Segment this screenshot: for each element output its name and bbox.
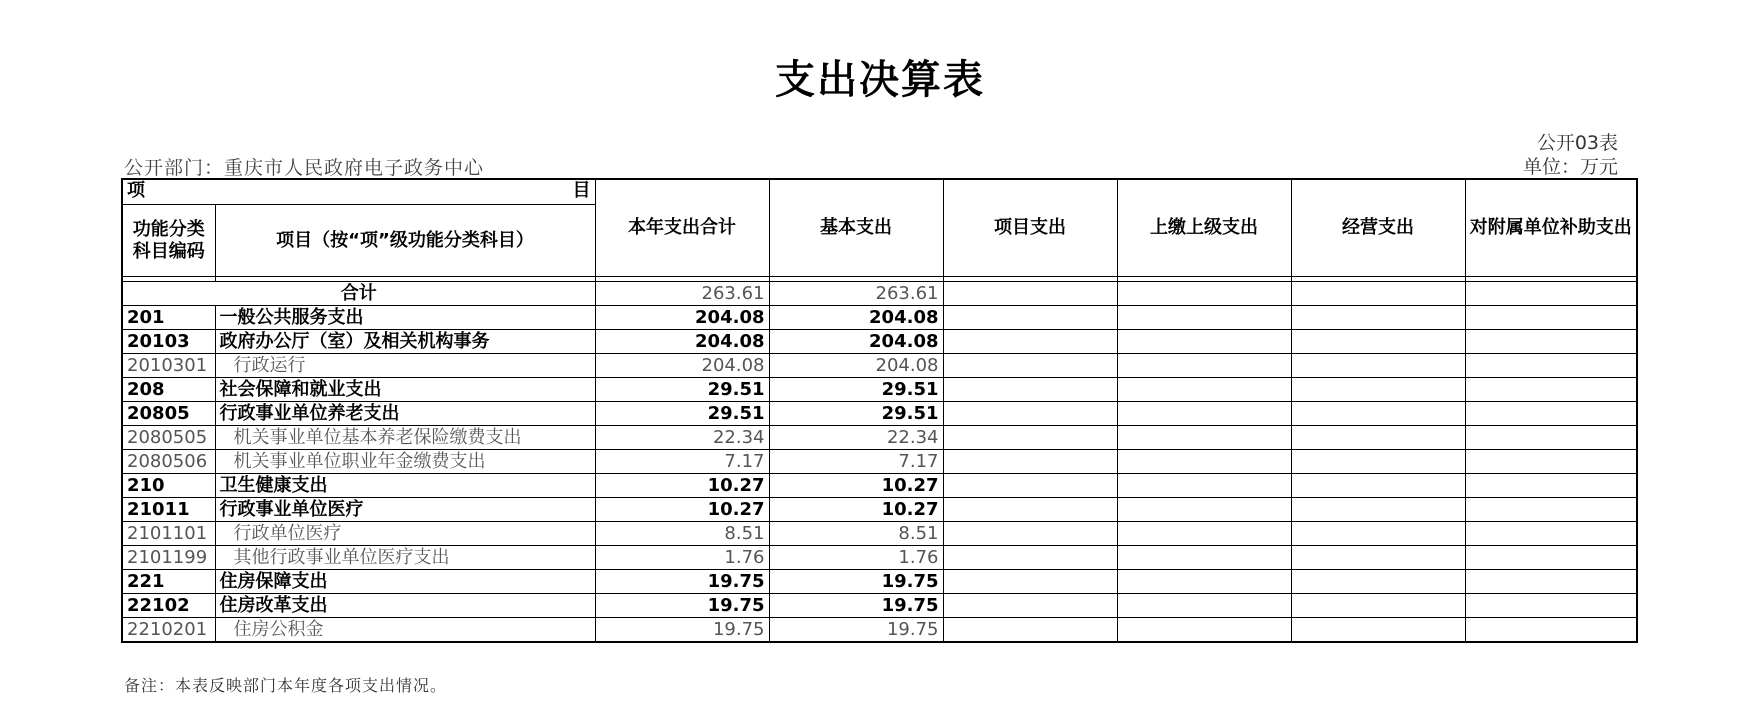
item-header-right: 目 [572,180,591,201]
empty-cell [1291,618,1465,643]
row-name: 社会保障和就业支出 [215,378,595,402]
total-amount: 263.61 [595,282,769,306]
empty-cell [943,330,1117,354]
row-code: 2101199 [122,546,215,570]
row-name: 行政事业单位医疗 [215,498,595,522]
table-row [122,474,1637,498]
row-basic: 204.08 [769,330,943,354]
empty-cell [1291,402,1465,426]
empty-cell [1291,522,1465,546]
row-total: 19.75 [595,594,769,618]
row-code: 22102 [122,594,215,618]
empty-cell [1465,474,1637,498]
empty-cell [943,522,1117,546]
empty-cell [943,354,1117,378]
row-total: 1.76 [595,546,769,570]
row-basic: 19.75 [769,618,943,643]
row-code: 20805 [122,402,215,426]
header-basic: 基本支出 [769,179,943,277]
empty-cell [1465,330,1637,354]
empty-cell [1465,402,1637,426]
empty-cell [1291,354,1465,378]
empty-cell [1291,474,1465,498]
empty-cell [1291,546,1465,570]
header-business: 经营支出 [1291,179,1465,277]
empty-cell [1117,282,1291,306]
row-name: 住房公积金 [215,618,595,643]
empty-cell [1117,618,1291,643]
table-row [122,570,1637,594]
row-basic: 204.08 [769,354,943,378]
row-name: 一般公共服务支出 [215,306,595,330]
header-name: 项目（按“项”级功能分类科目） [215,205,595,277]
empty-cell [1117,426,1291,450]
row-total: 19.75 [595,618,769,643]
empty-cell [943,402,1117,426]
row-basic: 8.51 [769,522,943,546]
empty-cell [1465,354,1637,378]
row-code: 208 [122,378,215,402]
unit-label: 单位：万元 [1522,156,1618,178]
table-row [122,426,1637,450]
table-row [122,594,1637,618]
row-name: 卫生健康支出 [215,474,595,498]
row-basic: 19.75 [769,594,943,618]
row-name: 行政事业单位养老支出 [215,402,595,426]
header-upper: 上缴上级支出 [1117,179,1291,277]
row-total: 7.17 [595,450,769,474]
header-project: 项目支出 [943,179,1117,277]
empty-cell [1117,498,1291,522]
item-header-left: 项 [127,180,145,201]
table-row [122,618,1637,643]
empty-cell [943,450,1117,474]
empty-cell [1117,402,1291,426]
empty-cell [943,618,1117,643]
table-row [122,522,1637,546]
empty-cell [943,306,1117,330]
row-code: 2210201 [122,618,215,643]
row-name: 其他行政事业单位医疗支出 [215,546,595,570]
empty-cell [943,546,1117,570]
empty-cell [1117,306,1291,330]
row-code: 21011 [122,498,215,522]
empty-cell [1465,378,1637,402]
empty-cell [1291,594,1465,618]
row-name: 住房保障支出 [215,570,595,594]
row-total: 10.27 [595,498,769,522]
row-name: 行政单位医疗 [215,522,595,546]
empty-cell [1291,282,1465,306]
empty-cell [943,594,1117,618]
row-code: 221 [122,570,215,594]
table-row [122,306,1637,330]
row-code: 2080505 [122,426,215,450]
empty-cell [1117,354,1291,378]
row-code: 20103 [122,330,215,354]
form-number: 公开03表 [1536,132,1618,154]
empty-cell [1291,306,1465,330]
empty-cell [1117,474,1291,498]
row-total: 19.75 [595,570,769,594]
row-name: 机关事业单位基本养老保险缴费支出 [215,426,595,450]
header-code: 功能分类科目编码 [122,205,215,277]
total-label: 合计 [122,282,595,306]
empty-cell [943,474,1117,498]
empty-cell [943,426,1117,450]
empty-cell [1291,330,1465,354]
empty-cell [1117,378,1291,402]
empty-cell [1465,450,1637,474]
row-total: 29.51 [595,378,769,402]
table-row [122,546,1637,570]
empty-cell [1117,330,1291,354]
row-code: 2101101 [122,522,215,546]
empty-cell [1465,618,1637,643]
row-basic: 22.34 [769,426,943,450]
empty-cell [943,378,1117,402]
table-row [122,378,1637,402]
empty-cell [1465,570,1637,594]
empty-cell [1291,570,1465,594]
empty-cell [943,282,1117,306]
row-basic: 29.51 [769,402,943,426]
row-total: 204.08 [595,330,769,354]
empty-cell [1291,378,1465,402]
page-title: 支出决算表 [775,56,985,103]
row-total: 10.27 [595,474,769,498]
empty-cell [1291,498,1465,522]
empty-cell [1117,594,1291,618]
table-row [122,450,1637,474]
row-total: 204.08 [595,354,769,378]
row-total: 22.34 [595,426,769,450]
empty-cell [1465,498,1637,522]
table-row [122,330,1637,354]
empty-cell [1465,426,1637,450]
total-basic: 263.61 [769,282,943,306]
empty-cell [1117,546,1291,570]
header-total: 本年支出合计 [595,179,769,277]
table-row [122,354,1637,378]
row-name: 行政运行 [215,354,595,378]
empty-cell [943,498,1117,522]
empty-cell [1465,522,1637,546]
row-total: 8.51 [595,522,769,546]
empty-cell [1291,450,1465,474]
item-header-cell [122,179,595,205]
table-row [122,402,1637,426]
total-row [122,282,1637,306]
row-code: 210 [122,474,215,498]
row-basic: 204.08 [769,306,943,330]
row-basic: 1.76 [769,546,943,570]
department-label: 公开部门：重庆市人民政府电子政务中心 [124,157,485,179]
row-name: 政府办公厅（室）及相关机构事务 [215,330,595,354]
header-subsidy: 对附属单位补助支出 [1465,179,1637,277]
empty-cell [1465,546,1637,570]
row-code: 2010301 [122,354,215,378]
footnote: 备注：本表反映部门本年度各项支出情况。 [124,676,448,695]
empty-cell [1117,450,1291,474]
row-name: 机关事业单位职业年金缴费支出 [215,450,595,474]
row-basic: 10.27 [769,498,943,522]
empty-cell [1465,282,1637,306]
row-basic: 19.75 [769,570,943,594]
empty-cell [943,570,1117,594]
empty-cell [1117,522,1291,546]
expenditure-table [121,178,1638,643]
row-basic: 7.17 [769,450,943,474]
row-total: 204.08 [595,306,769,330]
empty-cell [1465,594,1637,618]
empty-cell [1117,570,1291,594]
empty-cell [1291,426,1465,450]
empty-cell [1465,306,1637,330]
row-total: 29.51 [595,402,769,426]
row-code: 201 [122,306,215,330]
row-name: 住房改革支出 [215,594,595,618]
row-code: 2080506 [122,450,215,474]
row-basic: 29.51 [769,378,943,402]
table-row [122,498,1637,522]
row-basic: 10.27 [769,474,943,498]
